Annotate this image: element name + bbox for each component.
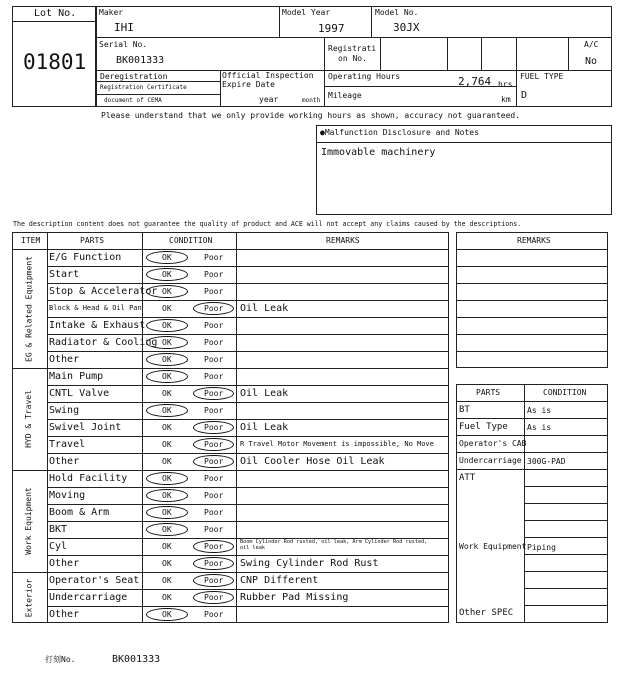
spec-part: ATT xyxy=(459,473,476,483)
serial-no-label: Serial No. xyxy=(99,40,148,49)
disclaimer: The description content does not guarantee the quality of product and ACE will not accept any claims caused by the descriptions. xyxy=(13,220,522,228)
official-inspection-label-2: Expire Date xyxy=(222,80,275,89)
remark-text: Boom Cylinder Rod rusted, oil leak, Arm Cylinder Rod rusted, oil leak xyxy=(240,539,428,551)
part-label: Other xyxy=(49,557,80,569)
poor-option[interactable]: Poor xyxy=(204,440,224,449)
part-label: Cyl xyxy=(49,540,68,552)
poor-selected-oval xyxy=(193,387,234,400)
part-label: Undercarriage xyxy=(49,591,128,603)
spec-row-line xyxy=(456,469,608,470)
spec-part: BT xyxy=(459,405,470,415)
group-label: Work Equipment xyxy=(24,487,33,555)
poor-option[interactable]: Poor xyxy=(204,508,224,517)
malfunction-box xyxy=(316,125,612,215)
model-year-value: 1997 xyxy=(318,22,345,35)
spec-row-line xyxy=(524,605,608,606)
group-label: HYD & Travel xyxy=(24,390,33,448)
maker-label: Maker xyxy=(99,8,124,17)
part-label: Other xyxy=(49,608,80,620)
poor-option[interactable]: Poor xyxy=(204,542,224,551)
part-label: Boom & Arm xyxy=(49,506,110,518)
model-no-label: Model No. xyxy=(375,8,419,17)
mileage-label: Mileage xyxy=(328,91,362,100)
spec-row-line xyxy=(524,588,608,589)
part-label: Other xyxy=(49,353,80,365)
part-label: BKT xyxy=(49,523,68,535)
ok-option[interactable]: OK xyxy=(162,287,172,296)
poor-option[interactable]: Poor xyxy=(204,559,224,568)
ok-option[interactable]: OK xyxy=(162,474,172,483)
spec-condition-header: CONDITION xyxy=(543,388,587,397)
spec-row-line xyxy=(456,418,608,419)
maker-value: IHI xyxy=(114,21,134,34)
part-label: Moving xyxy=(49,489,86,501)
document-cema-label: document of CEMA xyxy=(104,97,162,104)
part-label: Radiator & Cooling xyxy=(49,336,158,348)
right-remarks-row-line xyxy=(456,317,608,318)
hours-notice: Please understand that we only provide working hours as shown, accuracy not guaranteed. xyxy=(101,111,521,120)
remark-text: Rubber Pad Missing xyxy=(240,591,349,603)
part-label: E/G Function xyxy=(49,251,122,263)
poor-option[interactable]: Poor xyxy=(204,372,224,381)
part-label: Start xyxy=(49,268,80,280)
poor-option[interactable]: Poor xyxy=(204,474,224,483)
poor-selected-oval xyxy=(193,455,234,468)
poor-option[interactable]: Poor xyxy=(204,355,224,364)
spec-row-line xyxy=(524,571,608,572)
ok-selected-oval xyxy=(146,268,188,281)
ok-selected-oval xyxy=(146,285,188,298)
model-no-value: 30JX xyxy=(393,21,420,34)
ok-option[interactable]: OK xyxy=(162,372,172,381)
part-label: CNTL Valve xyxy=(49,387,110,399)
ok-option[interactable]: OK xyxy=(162,525,172,534)
ok-selected-oval xyxy=(146,608,188,621)
ok-option[interactable]: OK xyxy=(162,593,172,602)
operating-hours-value: 2,764 xyxy=(458,75,492,88)
remark-text: Oil Leak xyxy=(240,302,289,314)
poor-selected-oval xyxy=(193,302,234,315)
ok-option[interactable]: OK xyxy=(162,253,172,262)
ok-option[interactable]: OK xyxy=(162,389,172,398)
remark-text: Oil Leak xyxy=(240,421,289,433)
part-label: Hold Facility xyxy=(49,472,128,484)
ok-option[interactable]: OK xyxy=(162,491,172,500)
spec-parts-header: PARTS xyxy=(476,388,501,397)
ok-option[interactable]: OK xyxy=(162,610,172,619)
ok-option[interactable]: OK xyxy=(162,457,172,466)
malfunction-title: ●Malfunction Disclosure and Notes xyxy=(320,128,479,137)
spec-row-line xyxy=(456,401,608,402)
part-label: Other xyxy=(49,455,80,467)
right-remarks-row-line xyxy=(456,334,608,335)
poor-selected-oval xyxy=(193,421,234,434)
ok-option[interactable]: OK xyxy=(162,440,172,449)
ok-selected-oval xyxy=(146,506,188,519)
ok-selected-oval xyxy=(146,404,188,417)
spec-condition: As is xyxy=(527,406,552,415)
spec-row-line xyxy=(456,452,608,453)
remark-text: Oil Cooler Hose Oil Leak xyxy=(240,455,385,467)
poor-option[interactable]: Poor xyxy=(204,593,224,602)
right-remarks-row-line xyxy=(456,283,608,284)
spec-part: Work Equipment xyxy=(459,542,527,551)
spec-row-line xyxy=(524,537,608,538)
ok-option[interactable]: OK xyxy=(162,338,172,347)
registration-label-1: Registrati xyxy=(328,44,377,53)
part-label: Intake & Exhaust xyxy=(49,319,146,331)
stamp-label: 打刻No. xyxy=(45,655,76,664)
malfunction-text: Immovable machinery xyxy=(321,147,436,158)
spec-part: Fuel Type xyxy=(459,422,508,432)
poor-option[interactable]: Poor xyxy=(204,270,224,279)
ok-selected-oval xyxy=(146,472,188,485)
part-label: Stop & Accelerator xyxy=(49,285,158,297)
part-label: Operator's Seat xyxy=(49,574,140,586)
spec-row-line xyxy=(524,503,608,504)
poor-option[interactable]: Poor xyxy=(204,287,224,296)
km-label: km xyxy=(501,95,511,104)
poor-option[interactable]: Poor xyxy=(204,253,224,262)
part-label: Block & Head & Oil Pan xyxy=(49,304,142,312)
ok-selected-oval xyxy=(146,370,188,383)
group-label: EG & Related Equipment xyxy=(24,255,33,362)
ok-option[interactable]: OK xyxy=(162,423,172,432)
poor-option[interactable]: Poor xyxy=(204,491,224,500)
spec-row-line xyxy=(456,435,608,436)
ok-selected-oval xyxy=(146,523,188,536)
registration-certificate-label: Registration Certificate xyxy=(100,84,187,91)
spec-part: Operator's CAB xyxy=(459,439,527,448)
hrs-label: hrs xyxy=(498,80,513,89)
poor-option[interactable]: Poor xyxy=(204,457,224,466)
ok-option[interactable]: OK xyxy=(162,559,172,568)
right-remarks-row-line xyxy=(456,300,608,301)
year-label: year xyxy=(259,95,279,104)
deregistration-label: Deregistration xyxy=(100,72,168,81)
ok-option[interactable]: OK xyxy=(162,270,172,279)
lot-no-label: Lot No. xyxy=(34,8,77,19)
part-label: Swivel Joint xyxy=(49,421,122,433)
poor-option[interactable]: Poor xyxy=(204,338,224,347)
poor-option[interactable]: Poor xyxy=(204,576,224,585)
remark-text: CNP Different xyxy=(240,574,319,586)
part-label: Travel xyxy=(49,438,86,450)
header-remarks-right: REMARKS xyxy=(517,236,551,245)
header-condition: CONDITION xyxy=(169,236,213,245)
spec-row-line xyxy=(524,486,608,487)
poor-selected-oval xyxy=(193,557,234,570)
ac-value: No xyxy=(585,56,598,67)
ok-selected-oval xyxy=(146,489,188,502)
poor-option[interactable]: Poor xyxy=(204,525,224,534)
ok-option[interactable]: OK xyxy=(162,304,172,313)
poor-option[interactable]: Poor xyxy=(204,610,224,619)
operating-hours-label: Operating Hours xyxy=(328,72,401,81)
remark-text: Swing Cylinder Rod Rust xyxy=(240,557,379,569)
spec-condition: 300G-PAD xyxy=(527,457,566,466)
official-inspection-label-1: Official Inspection xyxy=(222,71,314,80)
ok-selected-oval xyxy=(146,251,188,264)
ok-selected-oval xyxy=(146,319,188,332)
header-parts: PARTS xyxy=(80,236,105,245)
ok-option[interactable]: OK xyxy=(162,508,172,517)
serial-no-value: BK001333 xyxy=(116,55,165,66)
model-year-label: Model Year xyxy=(282,8,331,17)
spec-condition: As is xyxy=(527,423,552,432)
poor-selected-oval xyxy=(193,438,234,451)
ok-option[interactable]: OK xyxy=(162,355,172,364)
right-remarks-row-line xyxy=(456,249,608,250)
header-item: ITEM xyxy=(21,236,41,245)
poor-selected-oval xyxy=(193,574,234,587)
fuel-type-label: FUEL TYPE xyxy=(520,72,564,81)
part-label: Main Pump xyxy=(49,370,104,382)
fuel-type-value: D xyxy=(521,90,528,101)
poor-option[interactable]: Poor xyxy=(204,321,224,330)
right-remarks-row-line xyxy=(456,351,608,352)
registration-label-2: on No. xyxy=(338,54,367,63)
spec-part: Undercarriage xyxy=(459,456,522,465)
poor-option[interactable]: Poor xyxy=(204,304,224,313)
month-label: month xyxy=(302,97,321,104)
spec-condition: Piping xyxy=(527,543,556,552)
part-label: Swing xyxy=(49,404,80,416)
stamp-value: BK001333 xyxy=(112,654,161,665)
spec-row-line xyxy=(524,520,608,521)
ok-option[interactable]: OK xyxy=(162,542,172,551)
spec-row-line xyxy=(524,554,608,555)
header-remarks: REMARKS xyxy=(326,236,360,245)
poor-selected-oval xyxy=(193,540,234,553)
poor-option[interactable]: Poor xyxy=(204,423,224,432)
group-label: Exterior xyxy=(24,578,33,617)
ok-selected-oval xyxy=(146,353,188,366)
poor-selected-oval xyxy=(193,591,234,604)
poor-option[interactable]: Poor xyxy=(204,406,224,415)
poor-option[interactable]: Poor xyxy=(204,389,224,398)
remark-text: R Travel Motor Movement is impossible, No Move xyxy=(240,440,434,448)
ok-option[interactable]: OK xyxy=(162,406,172,415)
ok-option[interactable]: OK xyxy=(162,576,172,585)
ok-selected-oval xyxy=(146,336,188,349)
remark-text: Oil Leak xyxy=(240,387,289,399)
spec-part: Other SPEC xyxy=(459,608,514,618)
ac-label: A/C xyxy=(584,40,599,49)
ok-option[interactable]: OK xyxy=(162,321,172,330)
lot-no: 01801 xyxy=(23,50,87,74)
right-remarks-row-line xyxy=(456,266,608,267)
